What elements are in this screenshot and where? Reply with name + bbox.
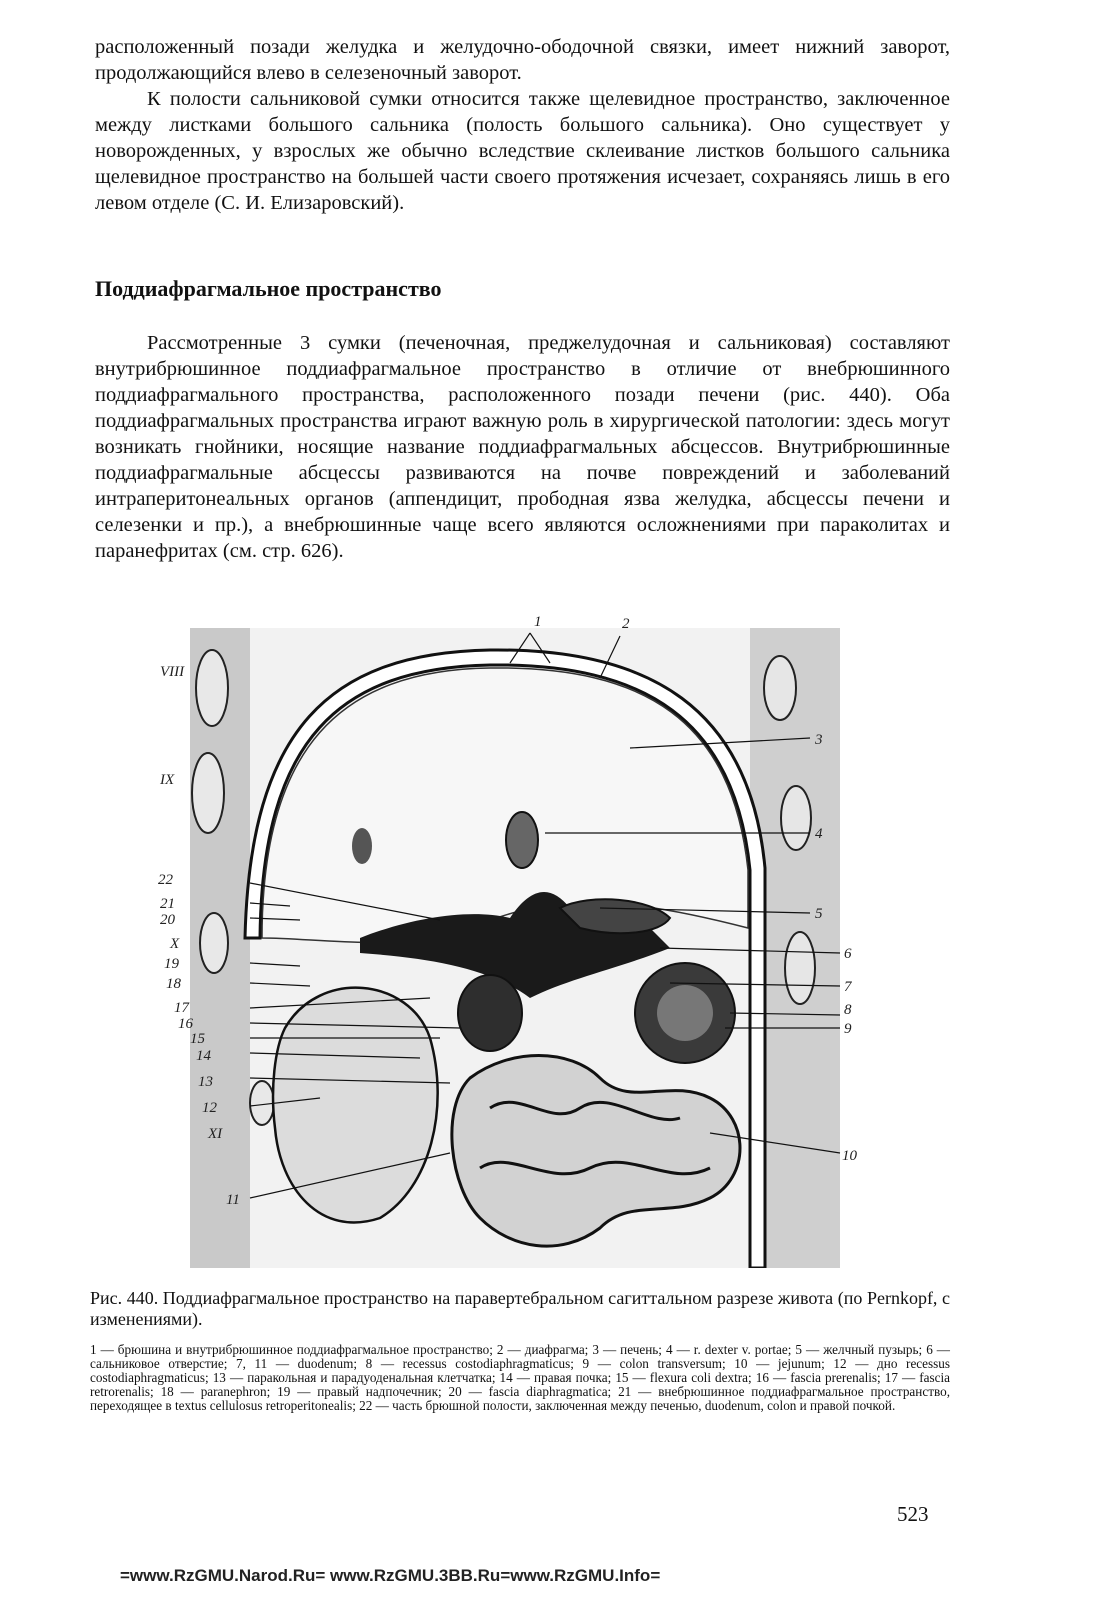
label-xi: XI bbox=[208, 1126, 223, 1142]
label-21: 21 bbox=[160, 896, 175, 912]
label-12: 12 bbox=[202, 1100, 217, 1116]
page-number: 523 bbox=[897, 1502, 929, 1526]
figure-legend: 1 — брюшина и внутрибрюшинное поддиафрагмальное пространство; 2 — диафрагма; 3 — печень; 4 — r. dexter v. portae; 5 — желчный пузырь; 6 — сальниковое отверстие; 7, 11 — duodenum; 8 — recessus costodiaphragmaticus; 9 — colon transversum; 10 — jejunum; 12 — дно recessus costodiaphragmaticus; 13 — паракольная и парадуоденальная клетчатка; 14 — правая почка; 15 — flexura coli dextra; 16 — fascia prerenalis; 17 — fascia retrorenalis; 18 — paranephron; 19 — правый надпочечник; 20 — fascia diaphragmatica; 21 — внебрюшинное поддиафрагмальное пространство, переходящее в textus cellulosus retroperitonealis; 22 — часть брюшной полости, заключенная между печенью, duodenum, colon и правой почкой. bbox=[90, 1342, 950, 1413]
label-10: 10 bbox=[842, 1148, 857, 1164]
hepatic-vessel bbox=[352, 828, 372, 864]
section-heading: Поддиафрагмальное пространство bbox=[95, 276, 442, 301]
label-15: 15 bbox=[190, 1031, 205, 1047]
label-ix: IX bbox=[160, 772, 175, 788]
label-x: X bbox=[170, 936, 180, 952]
label-3: 3 bbox=[815, 732, 823, 748]
portal-vein bbox=[506, 812, 538, 868]
duodenum bbox=[458, 975, 522, 1051]
label-22: 22 bbox=[158, 872, 173, 888]
anterior-rib-1 bbox=[764, 656, 796, 720]
label-18: 18 bbox=[166, 976, 181, 992]
label-1: 1 bbox=[534, 614, 542, 630]
label-9: 9 bbox=[844, 1021, 852, 1037]
label-4: 4 bbox=[815, 826, 823, 842]
rib-x bbox=[200, 913, 228, 973]
colon-lumen bbox=[657, 985, 713, 1041]
rib-ix bbox=[192, 753, 224, 833]
anterior-rib-3 bbox=[785, 932, 815, 1004]
label-viii: VIII bbox=[160, 664, 185, 680]
label-20: 20 bbox=[160, 912, 175, 928]
label-17: 17 bbox=[174, 1000, 189, 1016]
label-5: 5 bbox=[815, 906, 823, 922]
label-13: 13 bbox=[198, 1074, 213, 1090]
label-19: 19 bbox=[164, 956, 179, 972]
label-11: 11 bbox=[226, 1192, 240, 1208]
anatomical-figure bbox=[150, 608, 880, 1268]
figure-caption: Рис. 440. Поддиафрагмальное пространство на паравертебральном сагиттальном разрезе живота (по Pernkopf, с изменениями). bbox=[90, 1288, 950, 1329]
label-8: 8 bbox=[844, 1002, 852, 1018]
label-16: 16 bbox=[178, 1016, 193, 1032]
paragraph-2: К полости сальниковой сумки относится также щелевидное пространство, заключенное между листками большого сальника (полость большого сальника). Оно существует у новорожденных, у взрослых же обычно вследствие склеивание листков большого сальника щелевидное пространство на большей части своего протяжения исчезает, сохраняясь лишь в его левом отделе (С. И. Елизаровский). bbox=[95, 88, 950, 214]
rib-xi bbox=[250, 1081, 274, 1125]
paragraph-3: Рассмотренные 3 сумки (печеночная, преджелудочная и сальниковая) составляют внутрибрюшинное поддиафрагмальное пространство в отличие от внебрюшинного поддиафрагмального пространства, расположенного позади печени (рис. 440). Оба поддиафрагмальных пространства играют важную роль в хирургической патологии: здесь могут возникать гнойники, носящие название поддиафрагмальных абсцессов. Внутрибрюшинные поддиафрагмальные абсцессы развиваются на почве повреждений и заболеваний интраперитонеальных органов (аппендицит, прободная язва желудка, абсцессы печени и селезенки и пр.), а внебрюшинные чаще всего являются осложнениями при параколитах и паранефритах (см. стр. 626). bbox=[95, 332, 950, 562]
label-6: 6 bbox=[844, 946, 852, 962]
label-2: 2 bbox=[622, 616, 630, 632]
paragraph-1: расположенный позади желудка и желудочно-ободочной связки, имеет нижний заворот, продолжающийся влево в селезеночный заворот. bbox=[95, 36, 950, 84]
label-7: 7 bbox=[844, 979, 852, 995]
anterior-rib-2 bbox=[781, 786, 811, 850]
footer-watermark: =www.RzGMU.Narod.Ru= www.RzGMU.3BB.Ru=www.RzGMU.Info= bbox=[120, 1566, 661, 1585]
label-14: 14 bbox=[196, 1048, 211, 1064]
rib-viii bbox=[196, 650, 228, 726]
